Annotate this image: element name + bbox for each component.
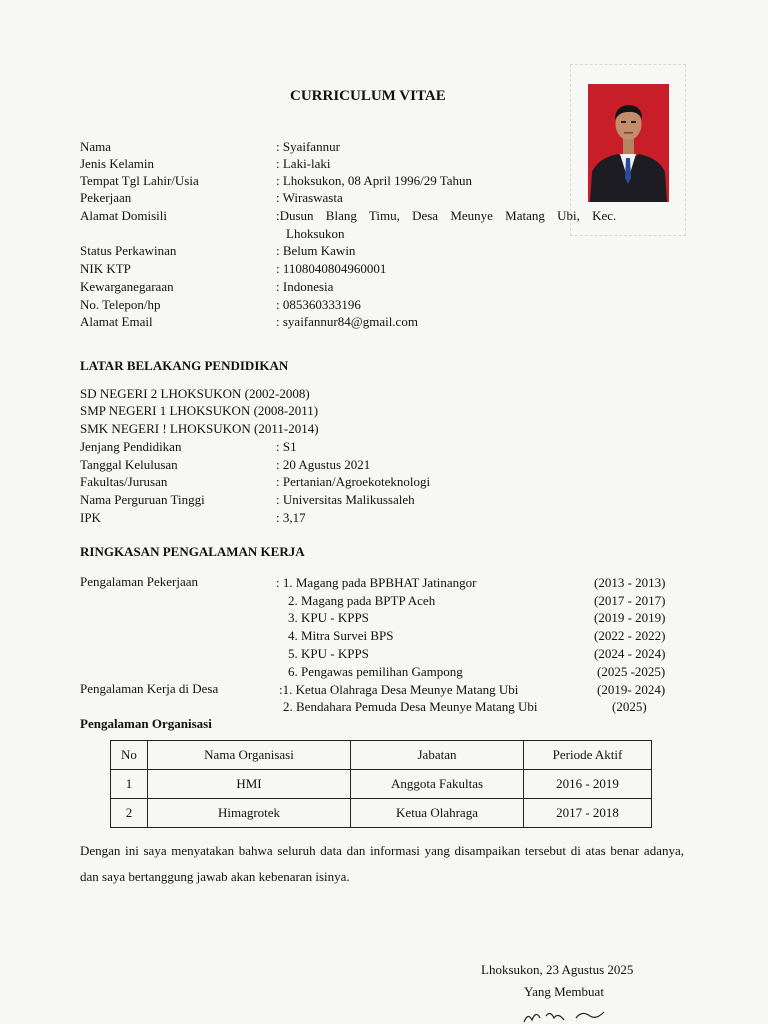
personal-value: : Laki-laki [276,156,331,171]
personal-value: : Belum Kawin [276,243,356,258]
work-period: (2019 - 2019) [594,610,666,625]
work-period: (2024 - 2024) [594,646,666,661]
village-item: 2. Bendahara Pemuda Desa Meunye Matang Ubi [283,699,538,714]
village-period: (2019- 2024) [597,682,666,697]
personal-value: : 085360333196 [276,297,361,312]
work-item: 2. Magang pada BPTP Aceh [288,593,436,608]
education-value: : 20 Agustus 2021 [276,457,371,472]
education-label: Jenjang Pendidikan [80,439,182,454]
personal-label: Nama [80,139,112,154]
personal-value: : Lhoksukon, 08 April 1996/29 Tahun [276,173,473,188]
school-item: SD NEGERI 2 LHOKSUKON (2002-2008) [80,386,310,401]
personal-label: No. Telepon/hp [80,297,161,312]
personal-label: Status Perkawinan [80,243,177,258]
table-header-cell: Jabatan [351,741,524,770]
personal-value-continued: Lhoksukon [286,226,345,241]
work-item: 5. KPU - KPPS [288,646,369,661]
education-label: Nama Perguruan Tinggi [80,492,205,507]
document-title: CURRICULUM VITAE [290,88,446,104]
declaration-statement: Dengan ini saya menyatakan bahwa seluruh data dan informasi yang disampaikan tersebut di atas benar adanya, dan saya bertanggung jawab akan kebenaran isinya. [80,843,684,884]
village-item: :1. Ketua Olahraga Desa Meunye Matang Ubi [279,682,519,697]
personal-label: NIK KTP [80,261,131,276]
table-cell: Anggota Fakultas [351,770,524,799]
personal-value: : Syaifannur [276,139,340,154]
school-item: SMK NEGERI ! LHOKSUKON (2011-2014) [80,421,319,436]
table-cell: 2 [111,799,148,828]
work-period: (2025 -2025) [597,664,666,679]
personal-label: Alamat Email [80,314,153,329]
table-cell: 2016 - 2019 [524,770,652,799]
work-item: 4. Mitra Survei BPS [288,628,394,643]
work-experience-label: Pengalaman Pekerjaan [80,574,199,589]
education-label: IPK [80,510,101,525]
work-item: 3. KPU - KPPS [288,610,369,625]
signer-label: Yang Membuat [524,984,604,999]
work-item: 6. Pengawas pemilihan Gampong [288,664,463,679]
personal-value: : Indonesia [276,279,334,294]
education-value: : Universitas Malikussaleh [276,492,415,507]
education-label: Tanggal Kelulusan [80,457,178,472]
village-experience-label: Pengalaman Kerja di Desa [80,681,219,696]
table-cell: Himagrotek [148,799,351,828]
education-value: : 3,17 [276,510,306,525]
village-period: (2025) [612,699,647,714]
table-cell: Ketua Olahraga [351,799,524,828]
table-row [111,799,652,828]
personal-label: Tempat Tgl Lahir/Usia [80,173,199,188]
education-value: : S1 [276,439,297,454]
education-label: Fakultas/Jurusan [80,474,168,489]
personal-label: Jenis Kelamin [80,156,155,171]
personal-label: Alamat Domisili [80,208,168,223]
signature-mark [520,1008,620,1024]
personal-value: : 1108040804960001 [276,261,387,276]
work-item: : 1. Magang pada BPBHAT Jatinangor [276,575,477,590]
table-header-cell: Periode Aktif [524,741,652,770]
profile-photo [588,84,669,202]
work-period: (2022 - 2022) [594,628,666,643]
personal-value: :Dusun Blang Timu, Desa Meunye Matang Ubi, Kec. [276,208,617,223]
experience-heading: RINGKASAN PENGALAMAN KERJA [80,544,305,559]
personal-label: Kewarganegaraan [80,279,174,294]
table-header-cell: No [111,741,148,770]
table-cell: 1 [111,770,148,799]
table-header-cell: Nama Organisasi [148,741,351,770]
person-icon [588,84,669,202]
organization-heading: Pengalaman Organisasi [80,716,212,731]
education-heading: LATAR BELAKANG PENDIDIKAN [80,358,289,373]
table-header-row [111,741,652,770]
place-date: Lhoksukon, 23 Agustus 2025 [481,962,634,977]
table-cell: HMI [148,770,351,799]
personal-value: : Wiraswasta [276,190,343,205]
personal-value: : syaifannur84@gmail.com [276,314,418,329]
organization-table [110,740,652,828]
work-period: (2017 - 2017) [594,593,666,608]
school-item: SMP NEGERI 1 LHOKSUKON (2008-2011) [80,403,319,418]
education-value: : Pertanian/Agroekoteknologi [276,474,431,489]
personal-label: Pekerjaan [80,190,132,205]
work-period: (2013 - 2013) [594,575,666,590]
table-cell: 2017 - 2018 [524,799,652,828]
table-row [111,770,652,799]
